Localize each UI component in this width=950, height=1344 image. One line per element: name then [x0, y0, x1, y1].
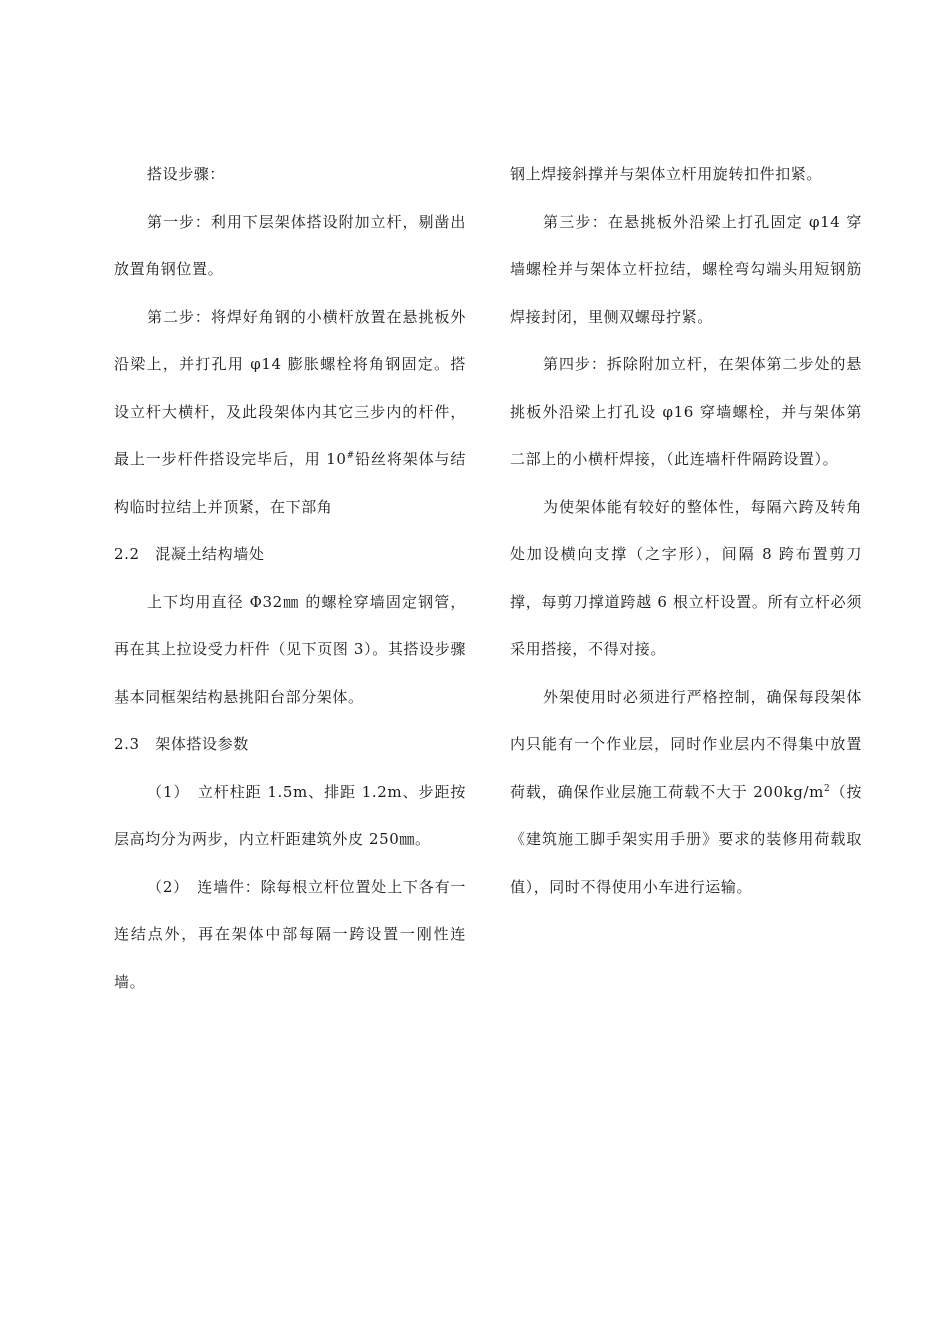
step-two-text-a: 第二步：将焊好角钢的小横杆放置在悬挑板外沿梁上，并打孔用 φ14 膨胀螺栓将角钢固定。搭设立杆大横杆，及此段架体内其它三步内的杆件，最上一步杆件搭设完毕后，用 10 — [114, 307, 466, 468]
paragraph-step-one: 第一步：利用下层架体搭设附加立杆，剔凿出放置角钢位置。 — [114, 212, 466, 278]
paragraph-step-three: 第三步：在悬挑板外沿梁上打孔固定 φ14 穿墙螺栓并与架体立杆拉结，螺栓弯勾端头用短钢筋焊接封闭，里侧双螺母拧紧。 — [510, 212, 862, 326]
usage-superscript: 2 — [824, 783, 831, 794]
paragraph-integrity-bracing: 为使架体能有较好的整体性，每隔六跨及转角处加设横向支撑（之字形），间隔 8 跨布置剪刀撑，每剪刀撑道跨越 6 根立杆设置。所有立杆必须采用搭接，不得对接。 — [510, 497, 862, 658]
paragraph-concrete-wall: 上下均用直径 Φ32㎜ 的螺栓穿墙固定钢管，再在其上拉设受力杆件（见下页图 3）。其搭设步骤基本同框架结构悬挑阳台部分架体。 — [114, 592, 466, 706]
section-heading-2-3: 2.3 架体搭设参数 — [114, 735, 249, 753]
usage-text-b: （按《建筑施工脚手架实用手册》要求的装修用荷载取值），同时不得使用小车进行运输。 — [510, 782, 863, 896]
section-heading-2-2: 2.2 混凝土结构墙处 — [114, 545, 265, 563]
usage-text-a: 外架使用时必须进行严格控制，确保每段架体内只能有一个作业层，同时作业层内不得集中放置荷载，确保作业层施工荷载不大于 200kg/m — [510, 687, 862, 801]
paragraph-step-two — [114, 294, 466, 532]
left-column — [114, 151, 466, 1006]
step-two-superscript: # — [346, 451, 355, 461]
paragraph-step-four: 第四步：拆除附加立杆，在架体第二步处的悬挑板外沿梁上打孔设 φ16 穿墙螺栓，并与架体第二部上的小横杆焊接，（此连墙杆件隔跨设置）。 — [510, 355, 862, 468]
paragraph-continuation: 钢上焊接斜撑并与架体立杆用旋转扣件扣紧。 — [510, 165, 823, 183]
paragraph-param-1: （1） 立杆柱距 1.5m、排距 1.2m、步距按层高均分为两步，内立杆距建筑外皮 250㎜。 — [114, 782, 466, 848]
right-column — [510, 151, 862, 911]
paragraph-param-2: （2） 连墙件：除每根立杆位置处上下各有一连结点外，再在架体中部每隔一跨设置一刚性连墙。 — [114, 877, 466, 991]
step-two-text-b: 铅丝将架体与结构临时拉结上并顶紧，在下部角 — [114, 450, 466, 516]
paragraph-usage-control — [510, 674, 862, 912]
paragraph-setup-steps-heading: 搭设步骤： — [147, 165, 226, 183]
